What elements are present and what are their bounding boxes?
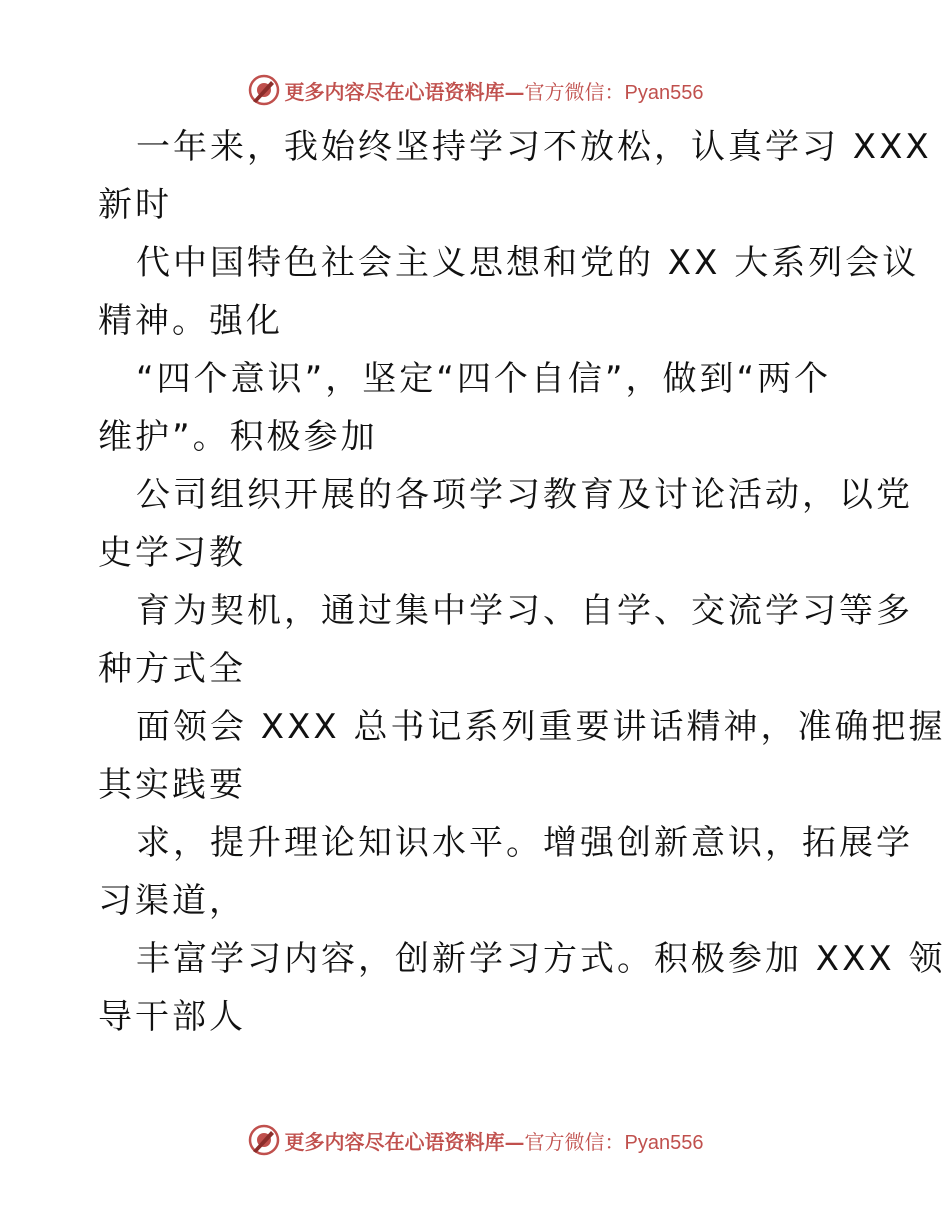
header-banner bbox=[0, 70, 950, 110]
header-banner-text bbox=[285, 76, 704, 105]
paragraph-line: 丰富学习内容，创新学习方式。积极参加 XXX 领 bbox=[136, 939, 946, 979]
paragraph-line: 代中国特色社会主义思想和党的 XX 大系列会议 bbox=[136, 243, 920, 283]
logo-icon bbox=[247, 73, 281, 107]
paragraph-line: 面领会 XXX 总书记系列重要讲话精神，准确把握 bbox=[136, 707, 946, 747]
paragraph-line: 习渠道， bbox=[98, 881, 246, 921]
paragraph-line: 其实践要 bbox=[98, 765, 246, 805]
paragraph-line: 史学习教 bbox=[98, 533, 246, 573]
paragraph-line: 育为契机，通过集中学习、自学、交流学习等多 bbox=[136, 591, 913, 631]
footer-banner-separator: — bbox=[504, 1129, 525, 1154]
footer-banner-label: 更多内容尽在心语资料库 bbox=[284, 1129, 505, 1154]
paragraph-line: 新时 bbox=[98, 185, 172, 225]
footer-banner-wechat: 官方微信：Pyan556 bbox=[524, 1131, 704, 1154]
logo-icon bbox=[247, 1123, 281, 1157]
paragraph-line: 公司组织开展的各项学习教育及讨论活动，以党 bbox=[136, 475, 913, 515]
header-banner-separator: — bbox=[504, 79, 525, 104]
document-body bbox=[98, 118, 946, 1046]
paragraph-line: 种方式全 bbox=[98, 649, 246, 689]
paragraph-line: 精神。强化 bbox=[98, 301, 283, 341]
paragraph-line: “四个意识”，坚定“四个自信”，做到“两个 bbox=[136, 359, 832, 399]
paragraph-line: 一年来，我始终坚持学习不放松，认真学习 XXX bbox=[136, 127, 932, 167]
footer-banner bbox=[0, 1120, 950, 1160]
header-banner-label: 更多内容尽在心语资料库 bbox=[284, 79, 505, 104]
header-banner-wechat: 官方微信：Pyan556 bbox=[524, 81, 704, 104]
paragraph-line: 导干部人 bbox=[98, 997, 246, 1037]
footer-banner-text bbox=[285, 1126, 704, 1155]
paragraph-line: 求，提升理论知识水平。增强创新意识，拓展学 bbox=[136, 823, 913, 863]
paragraph-line: 维护”。积极参加 bbox=[98, 417, 378, 457]
